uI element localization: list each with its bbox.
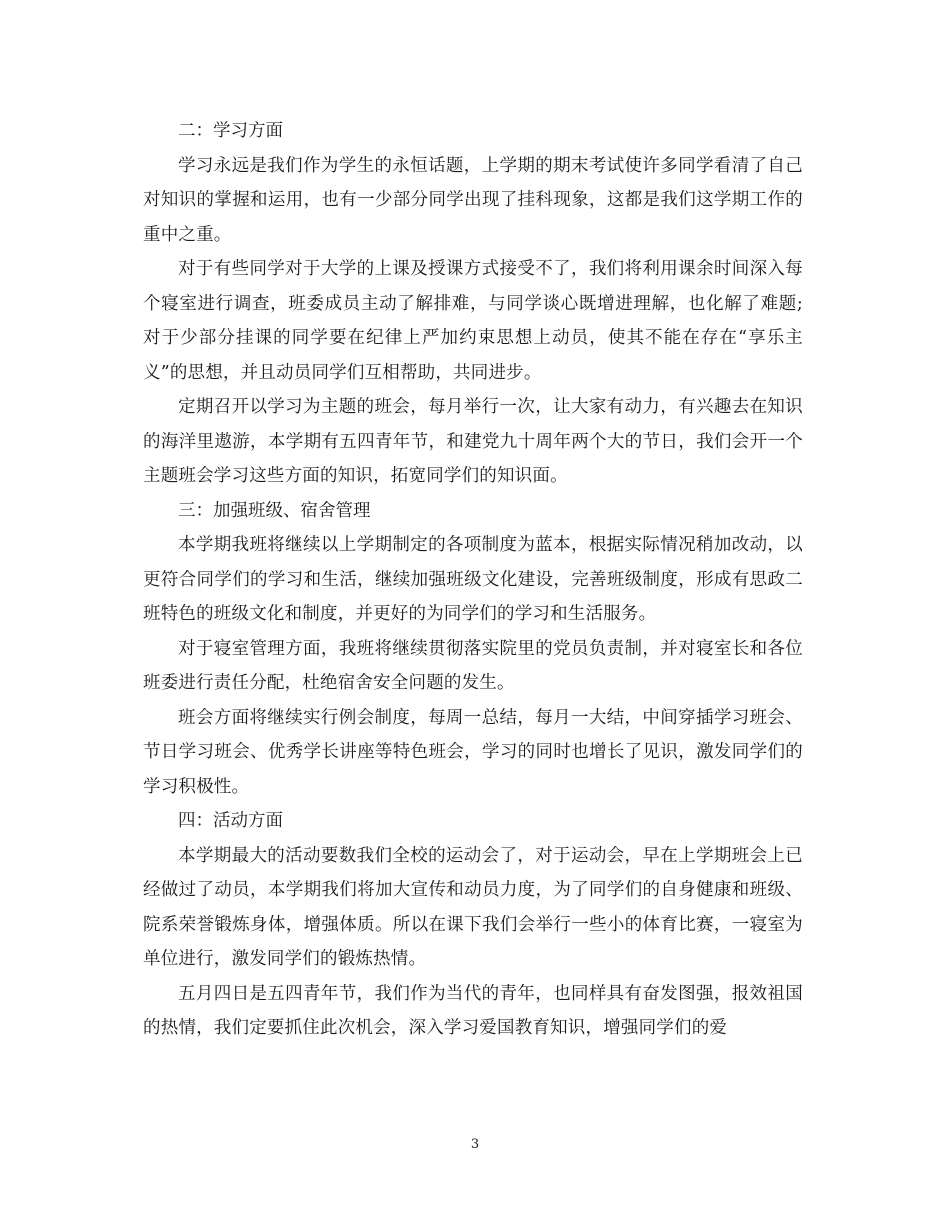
paragraph: 本学期我班将继续以上学期制定的各项制度为蓝本，根据实际情况稍加改动，以更符合同学们的学习和生活，继续加强班级文化建设，完善班级制度，形成有思政二班特色的班级文化和制度，并更好的为同学们的学习和生活服务。 [143,535,803,624]
section-heading-study: 二：学习方面 [178,121,283,141]
paragraph: 本学期最大的活动要数我们全校的运动会了，对于运动会，早在上学期班会上已经做过了动员，本学期我们将加大宣传和动员力度，为了同学们的自身健康和班级、院系荣誉锻炼身体，增强体质。所以在课下我们会举行一些小的体育比赛，一寝室为单位进行，激发同学们的锻炼热情。 [143,845,803,969]
paragraph: 五月四日是五四青年节，我们作为当代的青年，也同样具有奋发图强，报效祖国的热情，我们定要抓住此次机会，深入学习爱国教育知识，增强同学们的爱 [143,983,803,1038]
document-body [143,114,803,1046]
paragraph: 对于寝室管理方面，我班将继续贯彻落实院里的党员负责制，并对寝室长和各位班委进行责任分配，杜绝宿舍安全问题的发生。 [143,638,803,693]
section-heading-activities: 四：活动方面 [178,811,283,831]
paragraph: 定期召开以学习为主题的班会，每月举行一次，让大家有动力，有兴趣去在知识的海洋里遨游，本学期有五四青年节，和建党九十周年两个大的节日，我们会开一个主题班会学习这些方面的知识，拓宽同学们的知识面。 [143,397,803,486]
section-heading-management: 三：加强班级、宿舍管理 [178,500,371,521]
paragraph: 班会方面将继续实行例会制度，每周一总结，每月一大结，中间穿插学习班会、节日学习班会、优秀学长讲座等特色班会，学习的同时也增长了见识，激发同学们的学习积极性。 [143,707,803,797]
paragraph: 学习永远是我们作为学生的永恒话题，上学期的期末考试使许多同学看清了自己对知识的掌握和运用，也有一少部分同学出现了挂科现象，这都是我们这学期工作的重中之重。 [143,155,803,245]
page-number: 3 [470,1137,480,1152]
paragraph: 对于有些同学对于大学的上课及授课方式接受不了，我们将利用课余时间深入每个寝室进行调查，班委成员主动了解排难，与同学谈心既增进理解，也化解了难题;对于少部分挂课的同学要在纪律上严加约束思想上动员，使其不能在存在“享乐主义”的思想，并且动员同学们互相帮助，共同进步。 [143,259,803,383]
